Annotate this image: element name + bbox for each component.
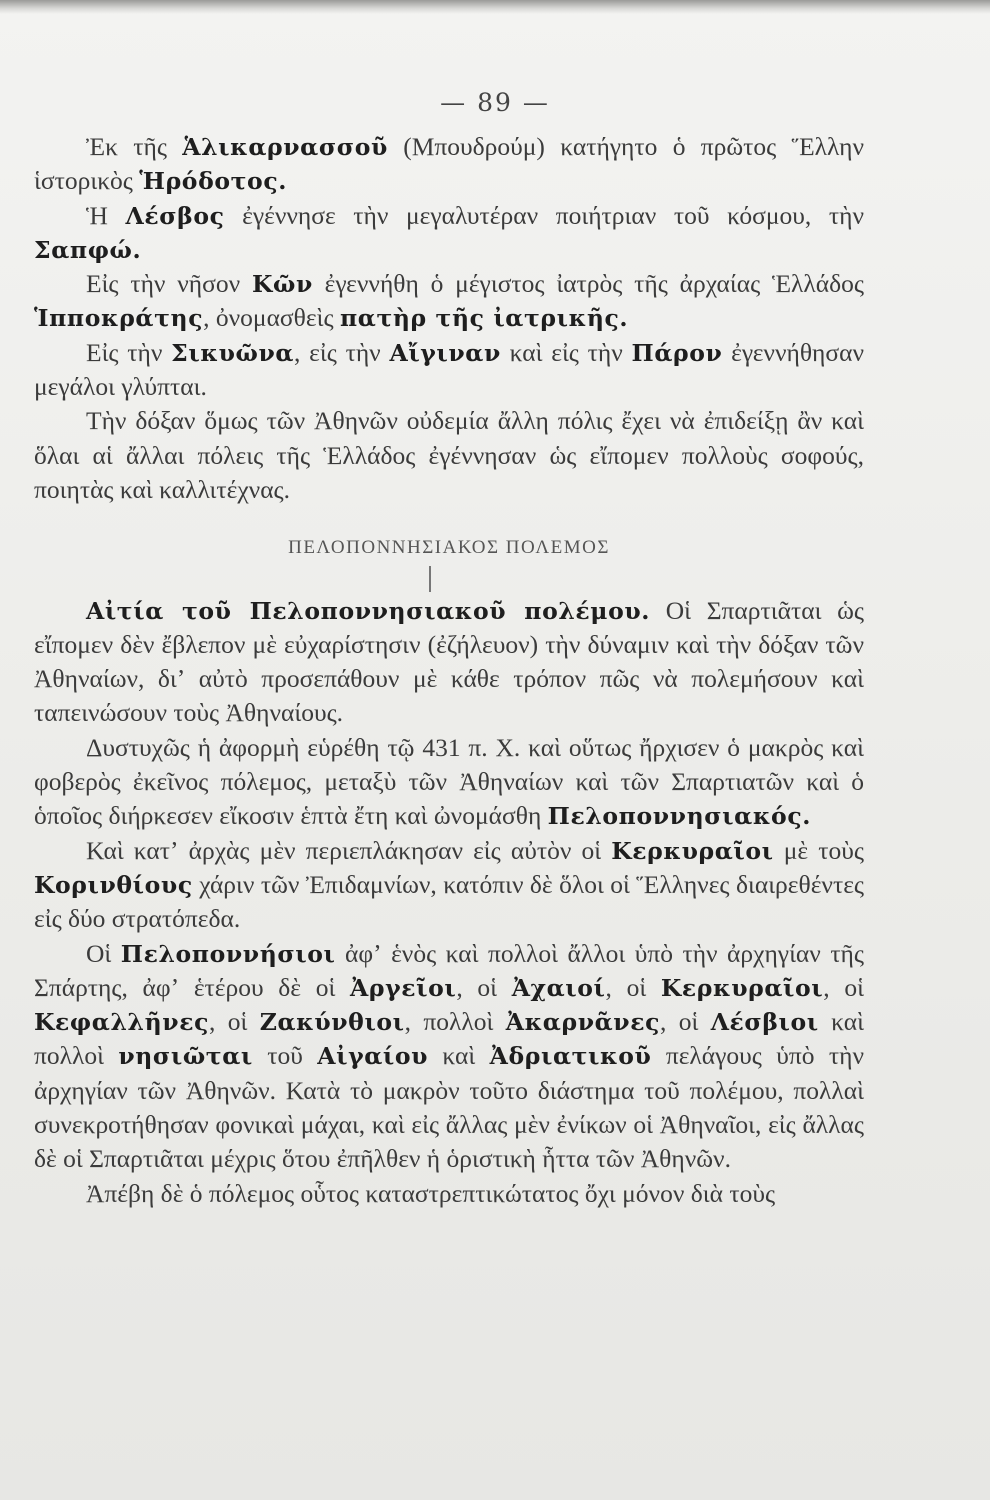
bold-term: Λέσβος [125,201,225,230]
text-run: χάριν τῶν Ἐπιδαμνίων, κατόπιν δὲ ὅλοι οἱ Ἕλληνες διαιρεθέντες εἰς δύο στρατόπεδα. [34,869,864,934]
text-run: , ὀνομασθεὶς [203,303,340,333]
paragraph-s2 [34,731,864,834]
text-run: μὲ τοὺς [773,835,864,865]
bold-term: Ἱπποκράτης [34,304,204,333]
bold-term: Ζακύνθιοι [259,1008,405,1037]
bold-term: Αἴγιναν [389,338,501,367]
section-title: ΠΕΛΟΠΟΝΝΗΣΙΑΚΟΣ ΠΟΛΕΜΟΣ [288,537,610,559]
text-run: Καὶ κατʼ ἀρχὰς μὲν περιεπλάκησαν εἰς αὐτὸν οἱ [86,835,612,865]
bold-term: πατὴρ τῆς ἰατρικῆς. [339,304,629,333]
text-run: ἐγεννήθησαν μεγάλοι γλύπται. [34,337,865,402]
paragraph-p2 [34,199,864,268]
text-run: , οἱ [823,972,864,1002]
bold-term: Κορινθίους [34,870,193,899]
section-paragraphs [34,594,864,1211]
page-number: — 89 — [440,88,550,117]
bold-term: Κερκυραῖοι [611,836,774,865]
text-run: τοῦ [252,1041,318,1071]
text-run: Οἱ Σπαρτιᾶται ὡς εἴπομεν δὲν ἔβλεπον μὲ εὐχαρίστησιν (ἐζήλευον) τὴν δύναμιν καὶ τὴν δόξαν τῶν Ἀθηναίων, διʼ αὐτὸ προσεπάθουν μὲ κάθε τρόπον πῶς νὰ πολεμήσουν καὶ ταπεινώσουν τοὺς Ἀθηναίους. [34,595,864,728]
bold-term: Ἀχαιοί [511,973,606,1002]
text-run: ἐγέννησε τὴν μεγαλυτέραν ποιήτριαν τοῦ κόσμου, τὴν [224,200,864,230]
paragraph-p5 [34,404,864,507]
bold-term: Πελοποννήσιοι [120,939,336,968]
text-run: , εἰς τὴν [294,337,390,367]
paragraph-p4 [34,336,864,405]
paragraph-s1 [34,594,864,731]
text-run: ἀφʼ ἑνὸς καὶ πολλοὶ ἄλλοι ὑπὸ τὴν ἀρχηγίαν τῆς Σπάρτης, ἀφʼ ἑτέρου δὲ οἱ [34,938,864,1002]
paragraph-s4 [34,937,864,1177]
text-run: καὶ εἰς τὴν [500,337,632,367]
text-run: Ἡ [86,200,126,230]
text-run: Οἱ [86,938,121,968]
text-run: καὶ [428,1041,490,1071]
text-run: Εἰς τὴν [86,337,172,367]
bold-term: Ἀκαρνᾶνες [505,1008,660,1037]
bold-term: Σαπφώ. [34,235,142,264]
bold-term: Ἡρόδοτος. [139,167,288,196]
bold-term: Ἀδριατικοῦ [489,1042,652,1071]
scan-top-edge [0,0,990,14]
paragraph-p3 [34,267,864,336]
bold-term: Αἰγαίου [317,1042,429,1071]
bold-term: Κεφαλλῆνες [34,1008,209,1037]
text-run: Τὴν δόξαν ὅμως τῶν Ἀθηνῶν οὐδεμία ἄλλη πόλις ἔχει νὰ ἐπιδείξῃ ἂν καὶ ὅλαι αἱ ἄλλαι πόλεις τῆς Ἑλλάδος ἐγέννησαν ὡς εἴπομεν πολλοὺς σοφούς, ποιητὰς καὶ καλλιτέχνας. [34,406,864,504]
text-run: ἐγεννήθη ὁ μέγιστος ἰατρὸς τῆς ἀρχαίας Ἑλλάδος [312,269,864,299]
text-run: , οἱ [209,1007,260,1037]
bold-term: Κερκυραῖοι [660,973,824,1002]
text-run: πελάγους ὑπὸ τὴν ἀρχηγίαν τῶν Ἀθηνῶν. Κατὰ τὸ μακρὸν τοῦτο διάστημα τοῦ πολέμου, πολλαὶ συνεκροτήθησαν φονικαὶ μάχαι, καὶ εἰς ἄλλας μὲν ἐνίκων οἱ Ἀθηναῖοι, εἰς ἄλλας δὲ οἱ Σπαρτιᾶται μέχρις ὅτου ἐπῆλθεν ἡ ὁριστικὴ ἧττα τῶν Ἀθηνῶν. [34,1041,864,1174]
text-run: Δυστυχῶς ἡ ἀφορμὴ εὑρέθη τῷ 431 π. Χ. καὶ οὕτως ἤρχισεν ὁ μακρὸς καὶ φοβερὸς ἐκεῖνος πόλεμος, μεταξὺ τῶν Ἀθηναίων καὶ τῶν Σπαρτιατῶν καὶ ὁ ὁποῖος διήρκεσεν εἴκοσιν ἑπτὰ ἔτη καὶ ὠνομάσθη [34,732,864,831]
intro-paragraphs [34,130,864,507]
paragraph-p1 [34,130,864,199]
paragraph-s5 [34,1177,864,1211]
bold-term: Ἀργεῖοι [350,973,457,1002]
text-run: Εἰς τὴν νῆσον [86,269,252,299]
text-run: , οἱ [456,972,512,1002]
text-run: Ἐκ τῆς [86,132,183,161]
pencil-mark [34,576,864,594]
bold-term: Πάρον [631,338,723,367]
bold-term: Κῶν [251,270,313,299]
text-run: , πολλοὶ [404,1007,506,1037]
bold-term: Σικυῶνα [171,338,295,367]
bold-term: Πελοποννησιακός. [547,802,812,831]
text-run: καὶ πολλοὶ [34,1007,864,1071]
text-run: , οἱ [659,1007,711,1037]
paragraph-s3 [34,834,864,937]
bold-term: Ἁλικαρνασσοῦ [182,133,388,161]
bold-term: νησιῶται [118,1042,253,1071]
text-run: Ἀπέβη δὲ ὁ πόλεμος οὗτος καταστρεπτικώτατος ὄχι μόνον διὰ τοὺς [86,1178,776,1208]
page-body [34,130,864,1211]
text-run: , οἱ [605,972,661,1002]
bold-term: Αἰτία τοῦ Πελοποννησιακοῦ πολέμου. [86,596,651,625]
text-run: (Μπουδρούμ) κατήγητο ὁ πρῶτος Ἕλλην ἱστορικὸς [34,132,864,196]
bold-term: Λέσβιοι [710,1008,819,1037]
